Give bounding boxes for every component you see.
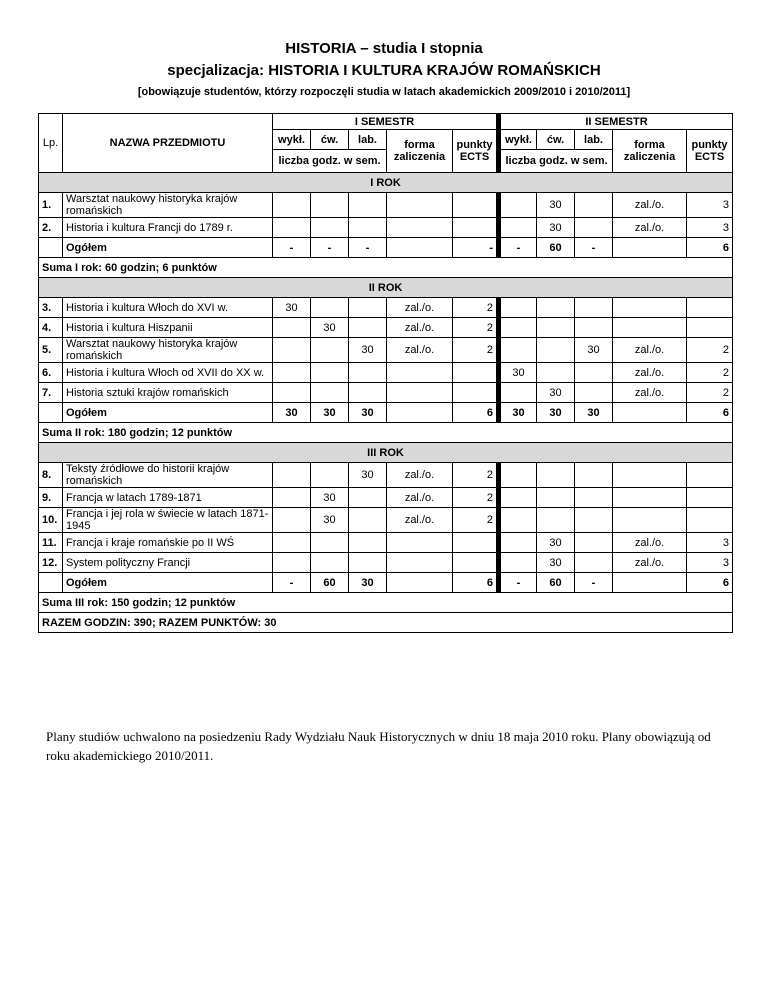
s1-cell [349,363,387,383]
s1-cell: 30 [311,508,349,533]
s2-cell [499,533,537,553]
subject-name: Historia sztuki krajów romańskich [63,383,273,403]
header-sem2-cw: ćw. [537,130,575,150]
s2-cell [499,218,537,238]
total-s1-cell: - [273,238,311,258]
row-number: 9. [39,488,63,508]
s1-cell [311,363,349,383]
s1-cell: 2 [453,463,499,488]
total-s1-cell: - [311,238,349,258]
header-sem2-hours: liczba godz. w sem. [499,150,613,173]
total-s2-cell: - [499,238,537,258]
header-subject: NAZWA PRZEDMIOTU [63,114,273,173]
header-sem2-lab: lab. [575,130,613,150]
row-number: 8. [39,463,63,488]
s2-cell: 2 [687,363,733,383]
year-summary-row [39,593,733,613]
s2-cell: zal./o. [613,363,687,383]
s2-cell [499,318,537,338]
s2-cell: 30 [537,218,575,238]
total-label: Ogółem [63,573,273,593]
total-spacer [39,573,63,593]
s2-cell [499,383,537,403]
s2-cell: 3 [687,218,733,238]
s1-cell [273,463,311,488]
s2-cell [499,298,537,318]
s2-cell [537,298,575,318]
s2-cell [499,463,537,488]
s2-cell: 30 [537,383,575,403]
s1-cell: zal./o. [387,298,453,318]
s1-cell: zal./o. [387,488,453,508]
year-header [39,278,733,298]
year-summary: Suma II rok: 180 godzin; 12 punktów [39,423,733,443]
header-sem1-forma: forma zaliczenia [387,130,453,173]
total-s2-cell: 60 [537,573,575,593]
s2-cell: zal./o. [613,338,687,363]
s1-cell [273,193,311,218]
s1-cell: 30 [311,318,349,338]
subject-name: System polityczny Francji [63,553,273,573]
subject-name: Francja i kraje romańskie po II WŚ [63,533,273,553]
s2-cell: 30 [537,553,575,573]
s2-cell [687,488,733,508]
s2-cell [575,488,613,508]
year-summary-row [39,423,733,443]
total-s1-cell: 30 [273,403,311,423]
s1-cell [273,318,311,338]
s1-cell: 30 [273,298,311,318]
s2-cell: zal./o. [613,383,687,403]
row-number: 2. [39,218,63,238]
s1-cell [453,193,499,218]
study-plan-table [38,113,733,633]
header-sem2-ects: punkty ECTS [687,130,733,173]
s2-cell [575,318,613,338]
s1-cell [311,298,349,318]
s2-cell [537,318,575,338]
table-row [39,488,733,508]
total-s1-cell [387,238,453,258]
s1-cell: zal./o. [387,338,453,363]
total-s2-cell [613,573,687,593]
s1-cell [311,463,349,488]
s1-cell [311,218,349,238]
s1-cell [349,218,387,238]
row-number: 3. [39,298,63,318]
total-s1-cell: 6 [453,573,499,593]
s1-cell [349,553,387,573]
s1-cell: zal./o. [387,508,453,533]
s1-cell [273,553,311,573]
s2-cell [613,508,687,533]
s1-cell [349,298,387,318]
total-s2-cell: - [575,238,613,258]
header-sem1-ects: punkty ECTS [453,130,499,173]
s1-cell [453,218,499,238]
s2-cell [613,318,687,338]
total-label: Ogółem [63,403,273,423]
footer-note: Plany studiów uchwalono na posiedzeniu Rady Wydziału Nauk Historycznych w dniu 18 maja 2010 roku. Plany obowiązują od roku akademickiego 2010/2011. [46,729,711,763]
header-sem1: I SEMESTR [273,114,499,130]
subject-name: Teksty źródłowe do historii krajów romańskich [63,463,273,488]
s2-cell [687,298,733,318]
s1-cell: 30 [349,338,387,363]
s1-cell: 2 [453,318,499,338]
subject-name: Historia i kultura Włoch do XVI w. [63,298,273,318]
s1-cell [273,383,311,403]
s2-cell [575,463,613,488]
s2-cell: 30 [575,338,613,363]
year-label: II ROK [39,278,733,298]
s2-cell: 2 [687,338,733,363]
header-sem1-hours: liczba godz. w sem. [273,150,387,173]
table-row [39,383,733,403]
s2-cell [499,338,537,363]
s2-cell [575,553,613,573]
year-summary: Suma III rok: 150 godzin; 12 punktów [39,593,733,613]
s1-cell [311,533,349,553]
s1-cell: 2 [453,508,499,533]
s2-cell: zal./o. [613,533,687,553]
row-number: 11. [39,533,63,553]
table-row [39,508,733,533]
table-row [39,193,733,218]
s2-cell: 30 [537,533,575,553]
s1-cell [387,533,453,553]
s1-cell [273,338,311,363]
total-s1-cell: 6 [453,403,499,423]
s1-cell [453,383,499,403]
total-s2-cell: - [499,573,537,593]
header-sem2-wykl: wykł. [499,130,537,150]
total-s2-cell: 6 [687,573,733,593]
header-sem2-forma: forma zaliczenia [613,130,687,173]
s2-cell: zal./o. [613,193,687,218]
s2-cell [575,533,613,553]
s2-cell [575,193,613,218]
subject-name: Historia i kultura Włoch od XVII do XX w. [63,363,273,383]
total-s1-cell [387,573,453,593]
subject-name: Historia i kultura Francji do 1789 r. [63,218,273,238]
s1-cell [273,488,311,508]
s2-cell [575,508,613,533]
total-s2-cell: 6 [687,238,733,258]
table-row [39,338,733,363]
table-row [39,553,733,573]
s2-cell [499,193,537,218]
s1-cell [273,533,311,553]
s1-cell: 30 [349,463,387,488]
s1-cell [349,488,387,508]
total-s1-cell: 60 [311,573,349,593]
s1-cell [349,533,387,553]
s2-cell [537,338,575,363]
header-sem1-cw: ćw. [311,130,349,150]
total-s1-cell: - [349,238,387,258]
s2-cell: 30 [537,193,575,218]
s1-cell [311,383,349,403]
s2-cell [613,463,687,488]
s2-cell [575,383,613,403]
total-s1-cell: 30 [349,403,387,423]
s1-cell [387,363,453,383]
s2-cell [687,318,733,338]
total-s2-cell [613,238,687,258]
total-s2-cell: 30 [499,403,537,423]
s2-cell: 3 [687,193,733,218]
s1-cell [273,508,311,533]
year-label: I ROK [39,173,733,193]
total-s2-cell: 6 [687,403,733,423]
total-s2-cell: - [575,573,613,593]
s1-cell: 30 [311,488,349,508]
subject-name: Francja w latach 1789-1871 [63,488,273,508]
s1-cell [273,218,311,238]
s2-cell: zal./o. [613,553,687,573]
table-row [39,463,733,488]
s1-cell [349,193,387,218]
s1-cell [387,553,453,573]
page-title: HISTORIA – studia I stopnia [285,40,483,57]
total-s2-cell [613,403,687,423]
table-row [39,298,733,318]
subject-name: Warsztat naukowy historyka krajów romańskich [63,338,273,363]
total-s1-cell: - [453,238,499,258]
s1-cell [311,338,349,363]
total-s1-cell: - [273,573,311,593]
table-row [39,318,733,338]
s2-cell [613,298,687,318]
s2-cell: zal./o. [613,218,687,238]
year-header [39,443,733,463]
subject-name: Francja i jej rola w świecie w latach 1871-1945 [63,508,273,533]
header-sem1-wykl: wykł. [273,130,311,150]
s2-cell [575,218,613,238]
s2-cell [499,553,537,573]
s2-cell [537,508,575,533]
s1-cell: zal./o. [387,463,453,488]
header-sem2: II SEMESTR [499,114,733,130]
table-row [39,218,733,238]
row-number: 1. [39,193,63,218]
s1-cell: 2 [453,298,499,318]
s1-cell [311,553,349,573]
total-s2-cell: 60 [537,238,575,258]
total-row [39,238,733,258]
total-row [39,403,733,423]
s1-cell [273,363,311,383]
s1-cell [311,193,349,218]
total-s2-cell: 30 [537,403,575,423]
page-note: [obowiązuje studentów, którzy rozpoczęli studia w latach akademickich 2009/2010 i 2010/2011] [137,86,631,98]
s2-cell [575,298,613,318]
row-number: 10. [39,508,63,533]
year-label: III ROK [39,443,733,463]
year-summary-row [39,258,733,278]
row-number: 4. [39,318,63,338]
subject-name: Warsztat naukowy historyka krajów romańskich [63,193,273,218]
s1-cell: 2 [453,488,499,508]
page-subtitle: specjalizacja: HISTORIA I KULTURA KRAJÓW ROMAŃSKICH [167,62,601,79]
row-number: 12. [39,553,63,573]
s2-cell: 30 [499,363,537,383]
s1-cell: 2 [453,338,499,363]
row-number: 5. [39,338,63,363]
grand-total: RAZEM GODZIN: 390; RAZEM PUNKTÓW: 30 [39,613,733,633]
s2-cell [687,463,733,488]
grand-total-row [39,613,733,633]
s2-cell [499,508,537,533]
row-number: 6. [39,363,63,383]
table-row [39,533,733,553]
total-spacer [39,403,63,423]
total-label: Ogółem [63,238,273,258]
s2-cell [575,363,613,383]
s2-cell: 3 [687,533,733,553]
s2-cell [499,488,537,508]
subject-name: Historia i kultura Hiszpanii [63,318,273,338]
s1-cell [349,508,387,533]
s1-cell [453,533,499,553]
row-number: 7. [39,383,63,403]
s1-cell [349,383,387,403]
year-summary: Suma I rok: 60 godzin; 6 punktów [39,258,733,278]
s1-cell [453,363,499,383]
table-row [39,363,733,383]
s1-cell [387,383,453,403]
s1-cell: zal./o. [387,318,453,338]
total-s1-cell [387,403,453,423]
s2-cell: 3 [687,553,733,573]
s2-cell [537,488,575,508]
year-header [39,173,733,193]
s2-cell [537,463,575,488]
total-s1-cell: 30 [311,403,349,423]
header-sem1-lab: lab. [349,130,387,150]
total-spacer [39,238,63,258]
header-lp: Lp. [39,114,63,173]
s2-cell [537,363,575,383]
s1-cell [349,318,387,338]
s1-cell [387,193,453,218]
s2-cell [687,508,733,533]
total-s2-cell: 30 [575,403,613,423]
total-s1-cell: 30 [349,573,387,593]
total-row [39,573,733,593]
s2-cell: 2 [687,383,733,403]
s2-cell [613,488,687,508]
s1-cell [453,553,499,573]
s1-cell [387,218,453,238]
